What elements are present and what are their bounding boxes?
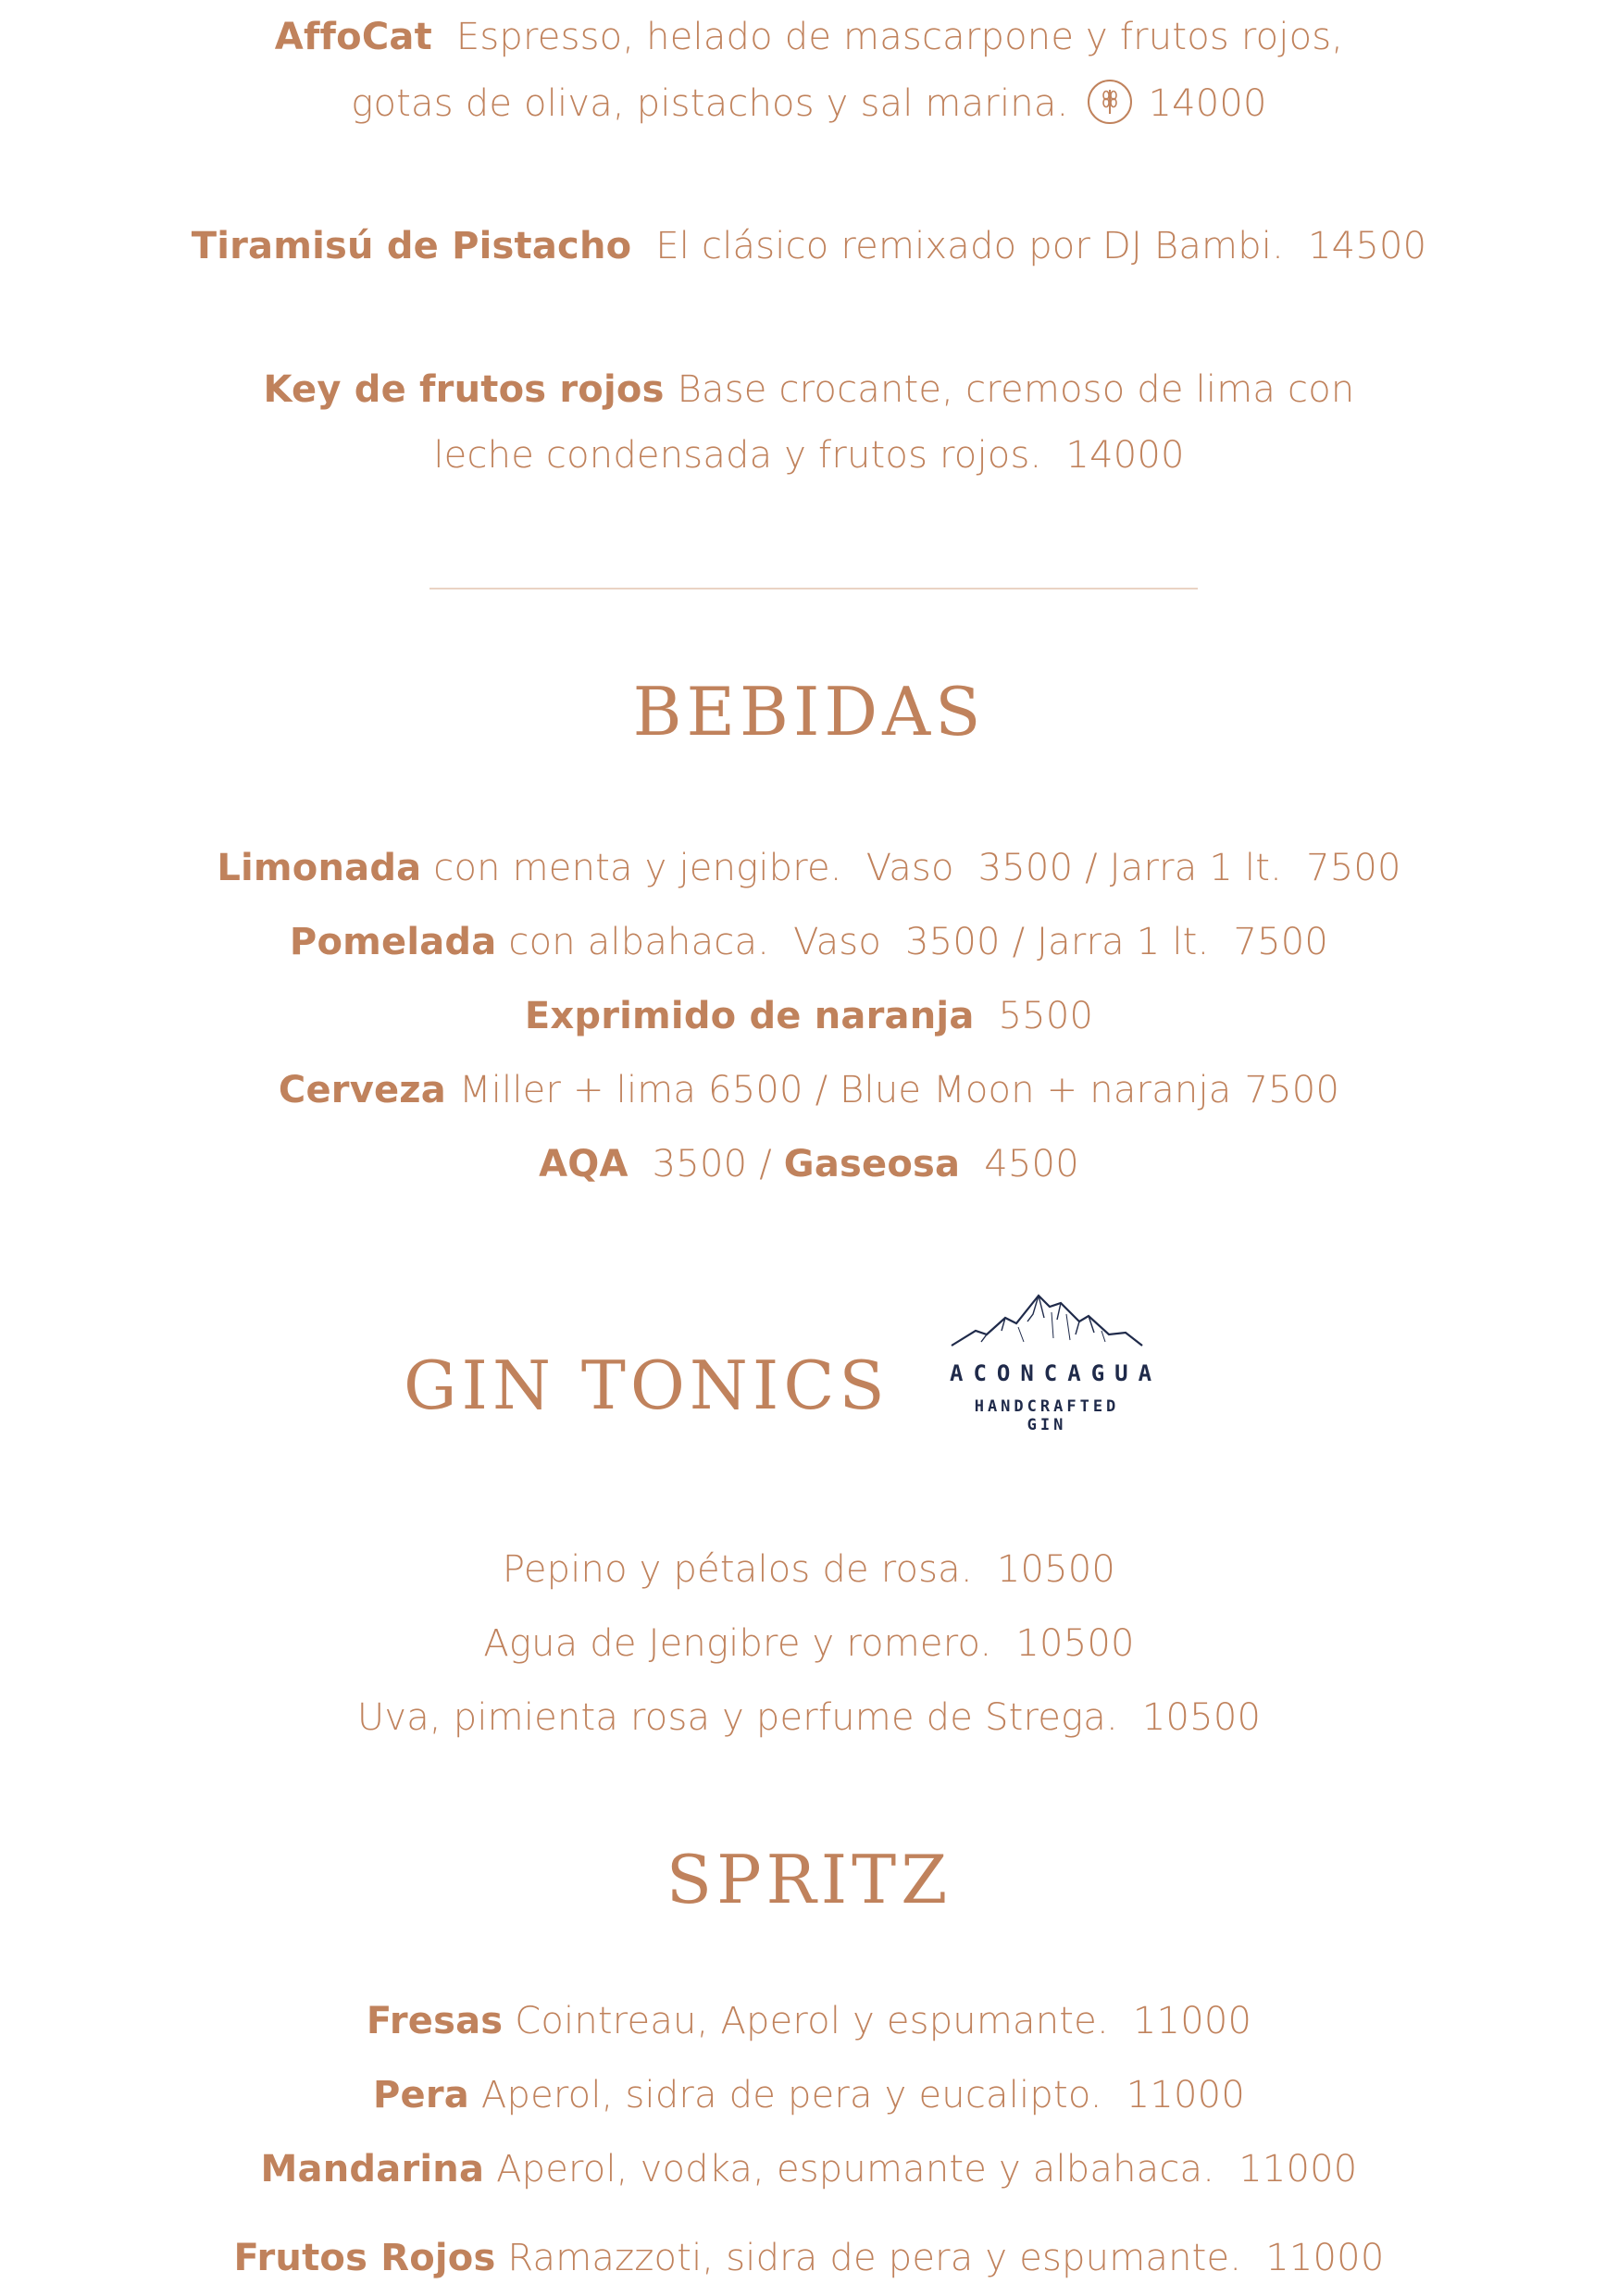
item-name: Pera bbox=[373, 2074, 469, 2116]
mountain-icon bbox=[950, 1286, 1144, 1360]
menu-item-affocat-line2 bbox=[0, 78, 1618, 130]
item-description: Uva, pimienta rosa y perfume de Strega. bbox=[356, 1696, 1118, 1739]
item-name: Frutos Rojos bbox=[233, 2237, 496, 2279]
item-description: Ramazzoti, sidra de pera y espumante. bbox=[507, 2237, 1242, 2279]
menu-item-pomelada bbox=[0, 916, 1618, 968]
item-name: Limonada bbox=[217, 847, 422, 889]
vaso-price: 3500 bbox=[977, 847, 1074, 889]
item-price: 3500 bbox=[652, 1143, 748, 1185]
item-name: Key de frutos rojos bbox=[263, 368, 665, 411]
item-price: 7500 bbox=[1244, 1069, 1340, 1111]
item-price: 14000 bbox=[1065, 434, 1185, 477]
logo-subtitle: HANDCRAFTED GIN bbox=[974, 1397, 1120, 1434]
item-price: 14500 bbox=[1308, 225, 1427, 267]
menu-item-tiramisu bbox=[0, 220, 1618, 272]
vaso-price: 3500 bbox=[905, 921, 1001, 963]
jarra-price: 7500 bbox=[1233, 921, 1329, 963]
item-description: Aperol, sidra de pera y eucalipto. bbox=[480, 2074, 1102, 2116]
item-price: 11000 bbox=[1126, 2074, 1245, 2116]
item-name: AQA bbox=[539, 1143, 629, 1185]
section-title-spritz: SPRITZ bbox=[666, 1841, 952, 1918]
item-price: 10500 bbox=[1141, 1696, 1262, 1739]
item-description: Pepino y pétalos de rosa. bbox=[502, 1548, 973, 1591]
spritz-item bbox=[0, 2232, 1618, 2284]
item-name: Pomelada bbox=[289, 921, 497, 963]
item-name: Exprimido de naranja bbox=[524, 995, 975, 1037]
logo-brand: ACONCAGUA bbox=[950, 1360, 1163, 1386]
item-description: Base crocante, cremoso de lima con bbox=[677, 368, 1355, 411]
item-price: 11000 bbox=[1238, 2148, 1358, 2191]
item-price: 10500 bbox=[1015, 1622, 1135, 1665]
item-description: leche condensada y frutos rojos. bbox=[433, 434, 1042, 477]
menu-item-key-line2 bbox=[0, 429, 1618, 481]
item-description: Cointreau, Aperol y espumante. bbox=[515, 2000, 1109, 2042]
item-price: 11000 bbox=[1132, 2000, 1252, 2042]
gin-item bbox=[0, 1692, 1618, 1744]
item-price: 10500 bbox=[996, 1548, 1116, 1591]
jarra-label: / Jarra 1 lt. bbox=[1012, 921, 1210, 963]
menu-item-cerveza bbox=[0, 1064, 1618, 1116]
item-price: 11000 bbox=[1265, 2237, 1385, 2279]
spritz-item bbox=[0, 2069, 1618, 2121]
menu-item-limonada bbox=[0, 842, 1618, 894]
item-description: El clásico remixado por DJ Bambi. bbox=[655, 225, 1285, 267]
spritz-item bbox=[0, 2143, 1618, 2195]
vaso-label: Vaso bbox=[865, 847, 954, 889]
item-name: Mandarina bbox=[260, 2148, 485, 2191]
item-name: Fresas bbox=[366, 2000, 504, 2042]
gin-item bbox=[0, 1618, 1618, 1669]
section-divider bbox=[429, 588, 1198, 590]
spritz-item bbox=[0, 1995, 1618, 2047]
separator: / bbox=[759, 1143, 772, 1185]
gin-item bbox=[0, 1544, 1618, 1595]
menu-item-key bbox=[0, 364, 1618, 416]
jarra-label: / Jarra 1 lt. bbox=[1085, 847, 1283, 889]
item-description: Espresso, helado de mascarpone y frutos rojos, bbox=[455, 16, 1344, 58]
menu-item-exprimido bbox=[0, 990, 1618, 1042]
section-title-bebidas: BEBIDAS bbox=[632, 673, 986, 751]
item-price: 14000 bbox=[1148, 82, 1267, 125]
item-name: AffoCat bbox=[274, 16, 432, 58]
item-name-2: Gaseosa bbox=[783, 1143, 961, 1185]
jarra-price: 7500 bbox=[1306, 847, 1401, 889]
vaso-label: Vaso bbox=[793, 921, 882, 963]
item-description: con menta y jengibre. bbox=[433, 847, 842, 889]
item-price: 5500 bbox=[998, 995, 1094, 1037]
item-description: con albahaca. bbox=[508, 921, 770, 963]
wheat-icon bbox=[1087, 79, 1133, 125]
item-name: Tiramisú de Pistacho bbox=[191, 225, 632, 267]
menu-item-aqa-gaseosa bbox=[0, 1138, 1618, 1190]
aconcagua-logo bbox=[950, 1286, 1163, 1434]
item-description: Agua de Jengibre y romero. bbox=[483, 1622, 992, 1665]
menu-item-affocat bbox=[0, 11, 1618, 63]
item-description: gotas de oliva, pistachos y sal marina. bbox=[351, 82, 1069, 125]
item-price-2: 4500 bbox=[984, 1143, 1079, 1185]
item-description: Miller + lima 6500 / Blue Moon + naranja bbox=[458, 1069, 1232, 1111]
item-description: Aperol, vodka, espumante y albahaca. bbox=[496, 2148, 1215, 2191]
section-title-gin-tonics: GIN TONICS bbox=[404, 1347, 890, 1424]
item-name: Cerveza bbox=[278, 1069, 446, 1111]
